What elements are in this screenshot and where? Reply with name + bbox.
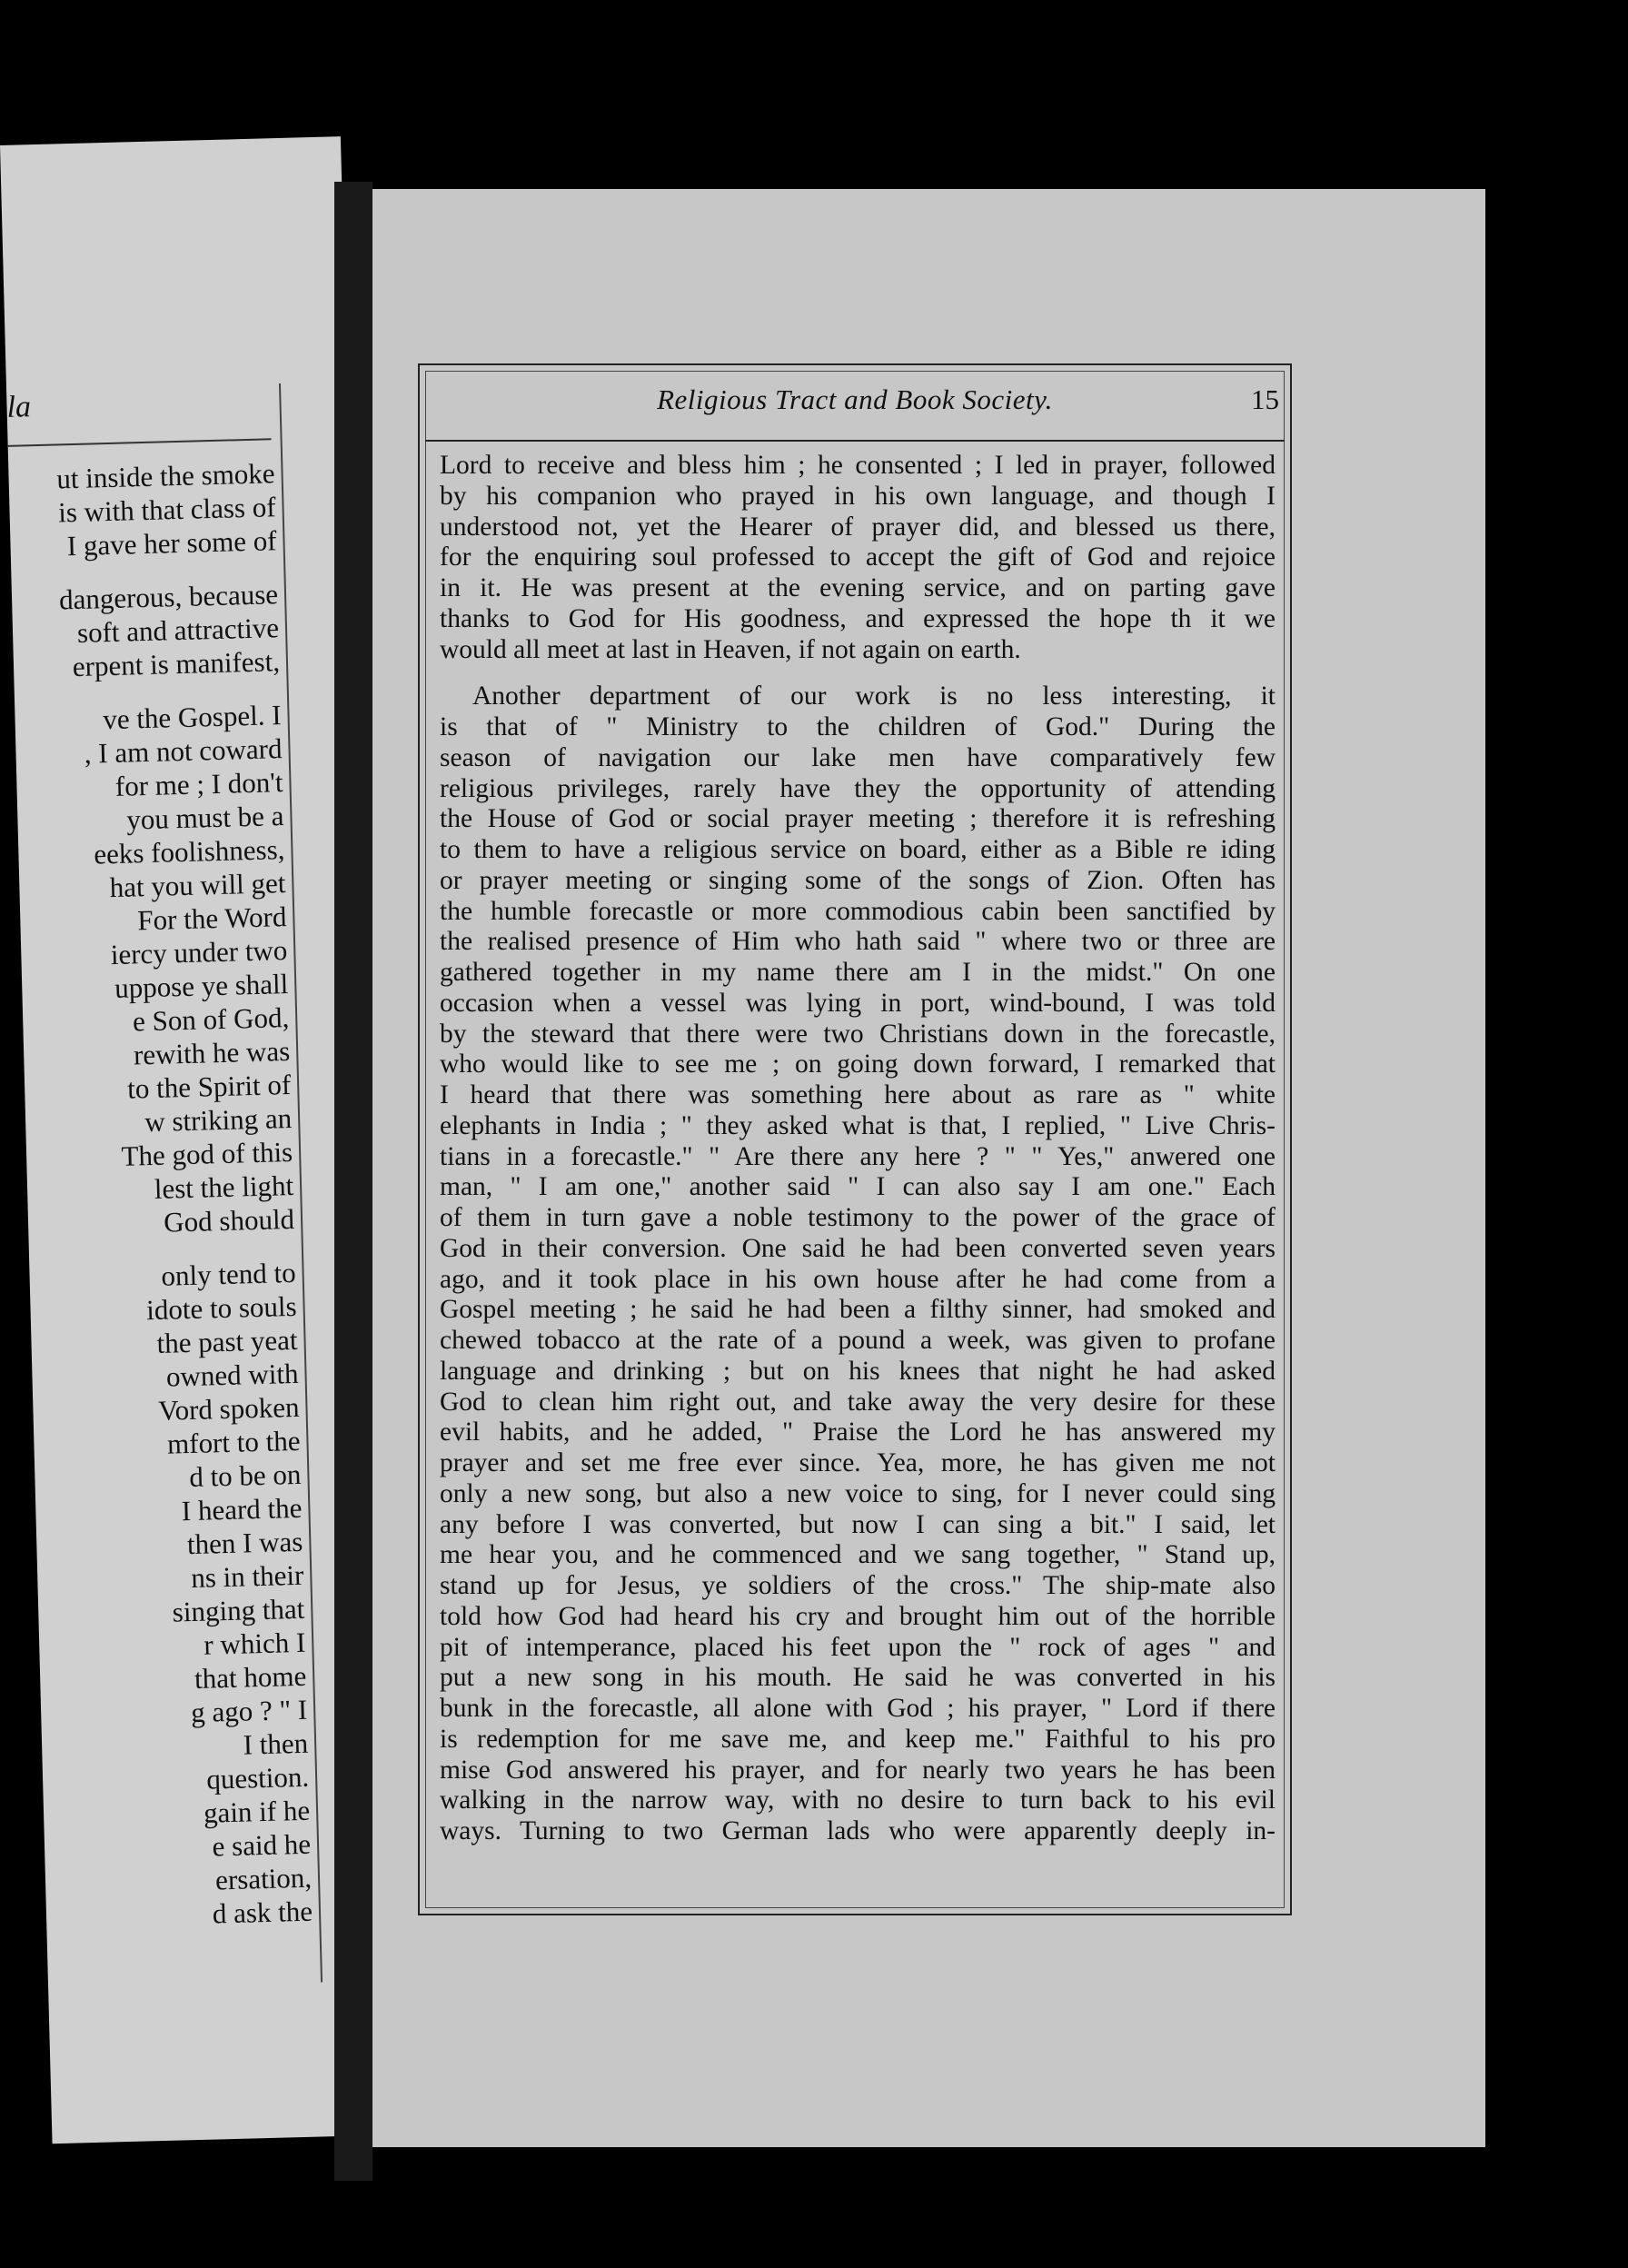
- text-line: Another department of our work is no less interesting, it: [472, 681, 1276, 711]
- text-line: would all meet at last in Heaven, if not again on earth.: [440, 634, 1021, 664]
- text-line: me hear you, and he commenced and we sang together, " Stand up,: [440, 1540, 1276, 1570]
- previous-page-text: [55, 456, 313, 1934]
- paragraph-gap: [440, 665, 1276, 681]
- text-line: for the enquiring soul professed to accept the gift of God and rejoice: [440, 542, 1276, 572]
- text-line: tians in a forecastle." " Are there any here ? " " Yes," anwered one: [440, 1141, 1276, 1171]
- previous-page-line: lest the light: [154, 1169, 294, 1205]
- book-spine: [334, 182, 372, 2181]
- previous-page-line: erpent is manifest,: [72, 645, 281, 683]
- previous-page-line: ersation,: [214, 1861, 313, 1896]
- previous-page-line: I gave her some of: [66, 524, 277, 562]
- previous-page-line: , I am not coward: [84, 732, 283, 770]
- text-line: God in their conversion. One said he had been converted seven years: [440, 1233, 1276, 1263]
- text-line: Lord to receive and bless him ; he consented ; I led in prayer, followed: [440, 451, 1276, 480]
- previous-page-line: question.: [205, 1760, 310, 1796]
- previous-page-line: then I was: [186, 1525, 303, 1561]
- previous-page-line: The god of this: [121, 1135, 293, 1172]
- text-line: God to clean him right out, and take away the very desire for these: [440, 1387, 1276, 1417]
- previous-page-line: idote to souls: [145, 1289, 298, 1327]
- previous-page-line: e Son of God,: [132, 1001, 290, 1038]
- text-line: stand up for Jesus, ye soldiers of the cross." The ship-mate also: [440, 1571, 1276, 1600]
- previous-page-line: uppose ye shall: [114, 968, 289, 1005]
- running-head-rule: [425, 440, 1285, 442]
- text-line: ago, and it took place in his own house after he had come from a: [440, 1264, 1276, 1294]
- previous-page-line: iercy under two: [110, 934, 288, 971]
- previous-page-line: ut inside the smoke: [55, 457, 276, 495]
- text-line: bunk in the forecastle, all alone with God ; his prayer, " Lord if there: [440, 1694, 1276, 1723]
- previous-page-line: hat you will get: [109, 867, 286, 904]
- previous-page-line: the past yeat: [156, 1323, 298, 1359]
- previous-page-line: God should: [163, 1202, 295, 1238]
- previous-page-line: owned with: [165, 1357, 299, 1393]
- text-line: understood not, yet the Hearer of prayer did, and blessed us there,: [440, 512, 1276, 542]
- previous-page-line: d ask the: [212, 1895, 313, 1930]
- previous-page-line: g ago ? " I: [190, 1693, 308, 1729]
- text-line: language and drinking ; but on his knees that night he had asked: [440, 1356, 1276, 1386]
- text-line: season of navigation our lake men have comparatively few: [440, 742, 1276, 772]
- text-line: I heard that there was something here about as rare as " white: [440, 1080, 1276, 1109]
- previous-page-line: for me ; I don't: [114, 766, 283, 802]
- text-line: is that of " Ministry to the children of God." During the: [440, 712, 1276, 741]
- text-line: is redemption for me save me, and keep me." Faithful to his pro: [440, 1724, 1276, 1754]
- previous-page-line: dangerous, because: [58, 578, 279, 616]
- previous-page-line: you must be a: [125, 800, 284, 836]
- text-line: elephants in India ; " they asked what is that, I replied, " Live Chris-: [440, 1110, 1276, 1140]
- text-line: chewed tobacco at the rate of a pound a week, was given to profane: [440, 1326, 1276, 1355]
- text-line: of them in turn gave a noble testimony to the power of the grace of: [440, 1203, 1276, 1232]
- previous-page-header-rule: [8, 438, 272, 447]
- previous-page-line: only tend to: [161, 1256, 297, 1292]
- text-line: evil habits, and he added, " Praise the Lord he has answered my: [440, 1418, 1276, 1447]
- text-line: religious privileges, rarely have they the opportunity of attending: [440, 773, 1276, 803]
- previous-page-line: For the Word: [136, 900, 287, 937]
- text-line: to them to have a religious service on board, either as a Bible re iding: [440, 835, 1276, 864]
- text-line: the House of God or social prayer meeting ; therefore it is refreshing: [440, 804, 1276, 834]
- current-page: [372, 189, 1485, 2147]
- text-line: by his companion who prayed in his own language, and though I: [440, 481, 1276, 511]
- text-line: Gospel meeting ; he said he had been a filthy sinner, had smoked and: [440, 1295, 1276, 1325]
- previous-page-line: to the Spirit of: [126, 1068, 292, 1105]
- previous-page-line: ns in their: [190, 1558, 304, 1595]
- text-line: or prayer meeting or singing some of the songs of Zion. Often has: [440, 865, 1276, 895]
- text-line: man, " I am one," another said " I can also say I am one." Each: [440, 1172, 1276, 1202]
- text-line: prayer and set me free ever since. Yea, more, he has given me not: [440, 1448, 1276, 1477]
- text-line: any before I was converted, but now I can sing a bit." I said, let: [440, 1509, 1276, 1539]
- previous-page-line: is with that class of: [57, 491, 276, 529]
- previous-page-line: gain if he: [203, 1794, 311, 1829]
- text-line: ways. Turning to two German lads who were apparently deeply in-: [440, 1816, 1276, 1845]
- previous-page-header-fragment: la: [6, 390, 32, 424]
- running-head: [420, 383, 1290, 429]
- text-line: pit of intemperance, placed his feet upon the " rock of ages " and: [440, 1632, 1276, 1662]
- page-number: 15: [1251, 383, 1279, 415]
- text-line: put a new song in his mouth. He said he was converted in his: [440, 1663, 1276, 1693]
- text-line: the realised presence of Him who hath said " where two or three are: [440, 927, 1276, 957]
- text-line: walking in the narrow way, with no desire to turn back to his evil: [440, 1786, 1276, 1815]
- text-line: thanks to God for His goodness, and expressed the hope th it we: [440, 603, 1276, 633]
- running-title: Religious Tract and Book Society.: [657, 383, 1053, 415]
- previous-page-line: r which I: [203, 1626, 306, 1661]
- previous-page-line: singing that: [172, 1592, 305, 1628]
- body-text: [440, 451, 1276, 1847]
- previous-page-line: soft and attractive: [76, 612, 280, 649]
- previous-page-line: Vord spoken: [157, 1390, 300, 1427]
- previous-page-line: d to be on: [188, 1457, 302, 1494]
- text-line: by the steward that there were two Christians down in the forecastle,: [440, 1019, 1276, 1049]
- previous-page-line: e said he: [212, 1827, 312, 1863]
- previous-page-line: that home: [194, 1659, 307, 1695]
- text-line: who would like to see me ; on going down forward, I remarked that: [440, 1049, 1276, 1079]
- page-frame: [418, 363, 1292, 1915]
- text-line: gathered together in my name there am I in the midst." On one: [440, 958, 1276, 987]
- text-line: mise God answered his prayer, and for nearly two years he has been: [440, 1755, 1276, 1785]
- text-line: told how God had heard his cry and brought him out of the horrible: [440, 1601, 1276, 1631]
- previous-page-line: I then: [243, 1726, 309, 1761]
- previous-page-line: rewith he was: [133, 1034, 291, 1071]
- previous-page-line: ve the Gospel. I: [102, 699, 282, 736]
- text-line: only a new song, but also a new voice to sing, for I never could sing: [440, 1478, 1276, 1508]
- text-line: the humble forecastle or more commodious cabin been sanctified by: [440, 896, 1276, 926]
- previous-page-line: mfort to the: [166, 1424, 301, 1460]
- previous-page-line: eeks foolishness,: [93, 833, 285, 870]
- previous-page-line: I heard the: [181, 1491, 303, 1527]
- previous-page-line: w striking an: [144, 1101, 293, 1139]
- text-line: occasion when a vessel was lying in port, wind-bound, I was told: [440, 988, 1276, 1018]
- text-line: in it. He was present at the evening service, and on parting gave: [440, 573, 1276, 602]
